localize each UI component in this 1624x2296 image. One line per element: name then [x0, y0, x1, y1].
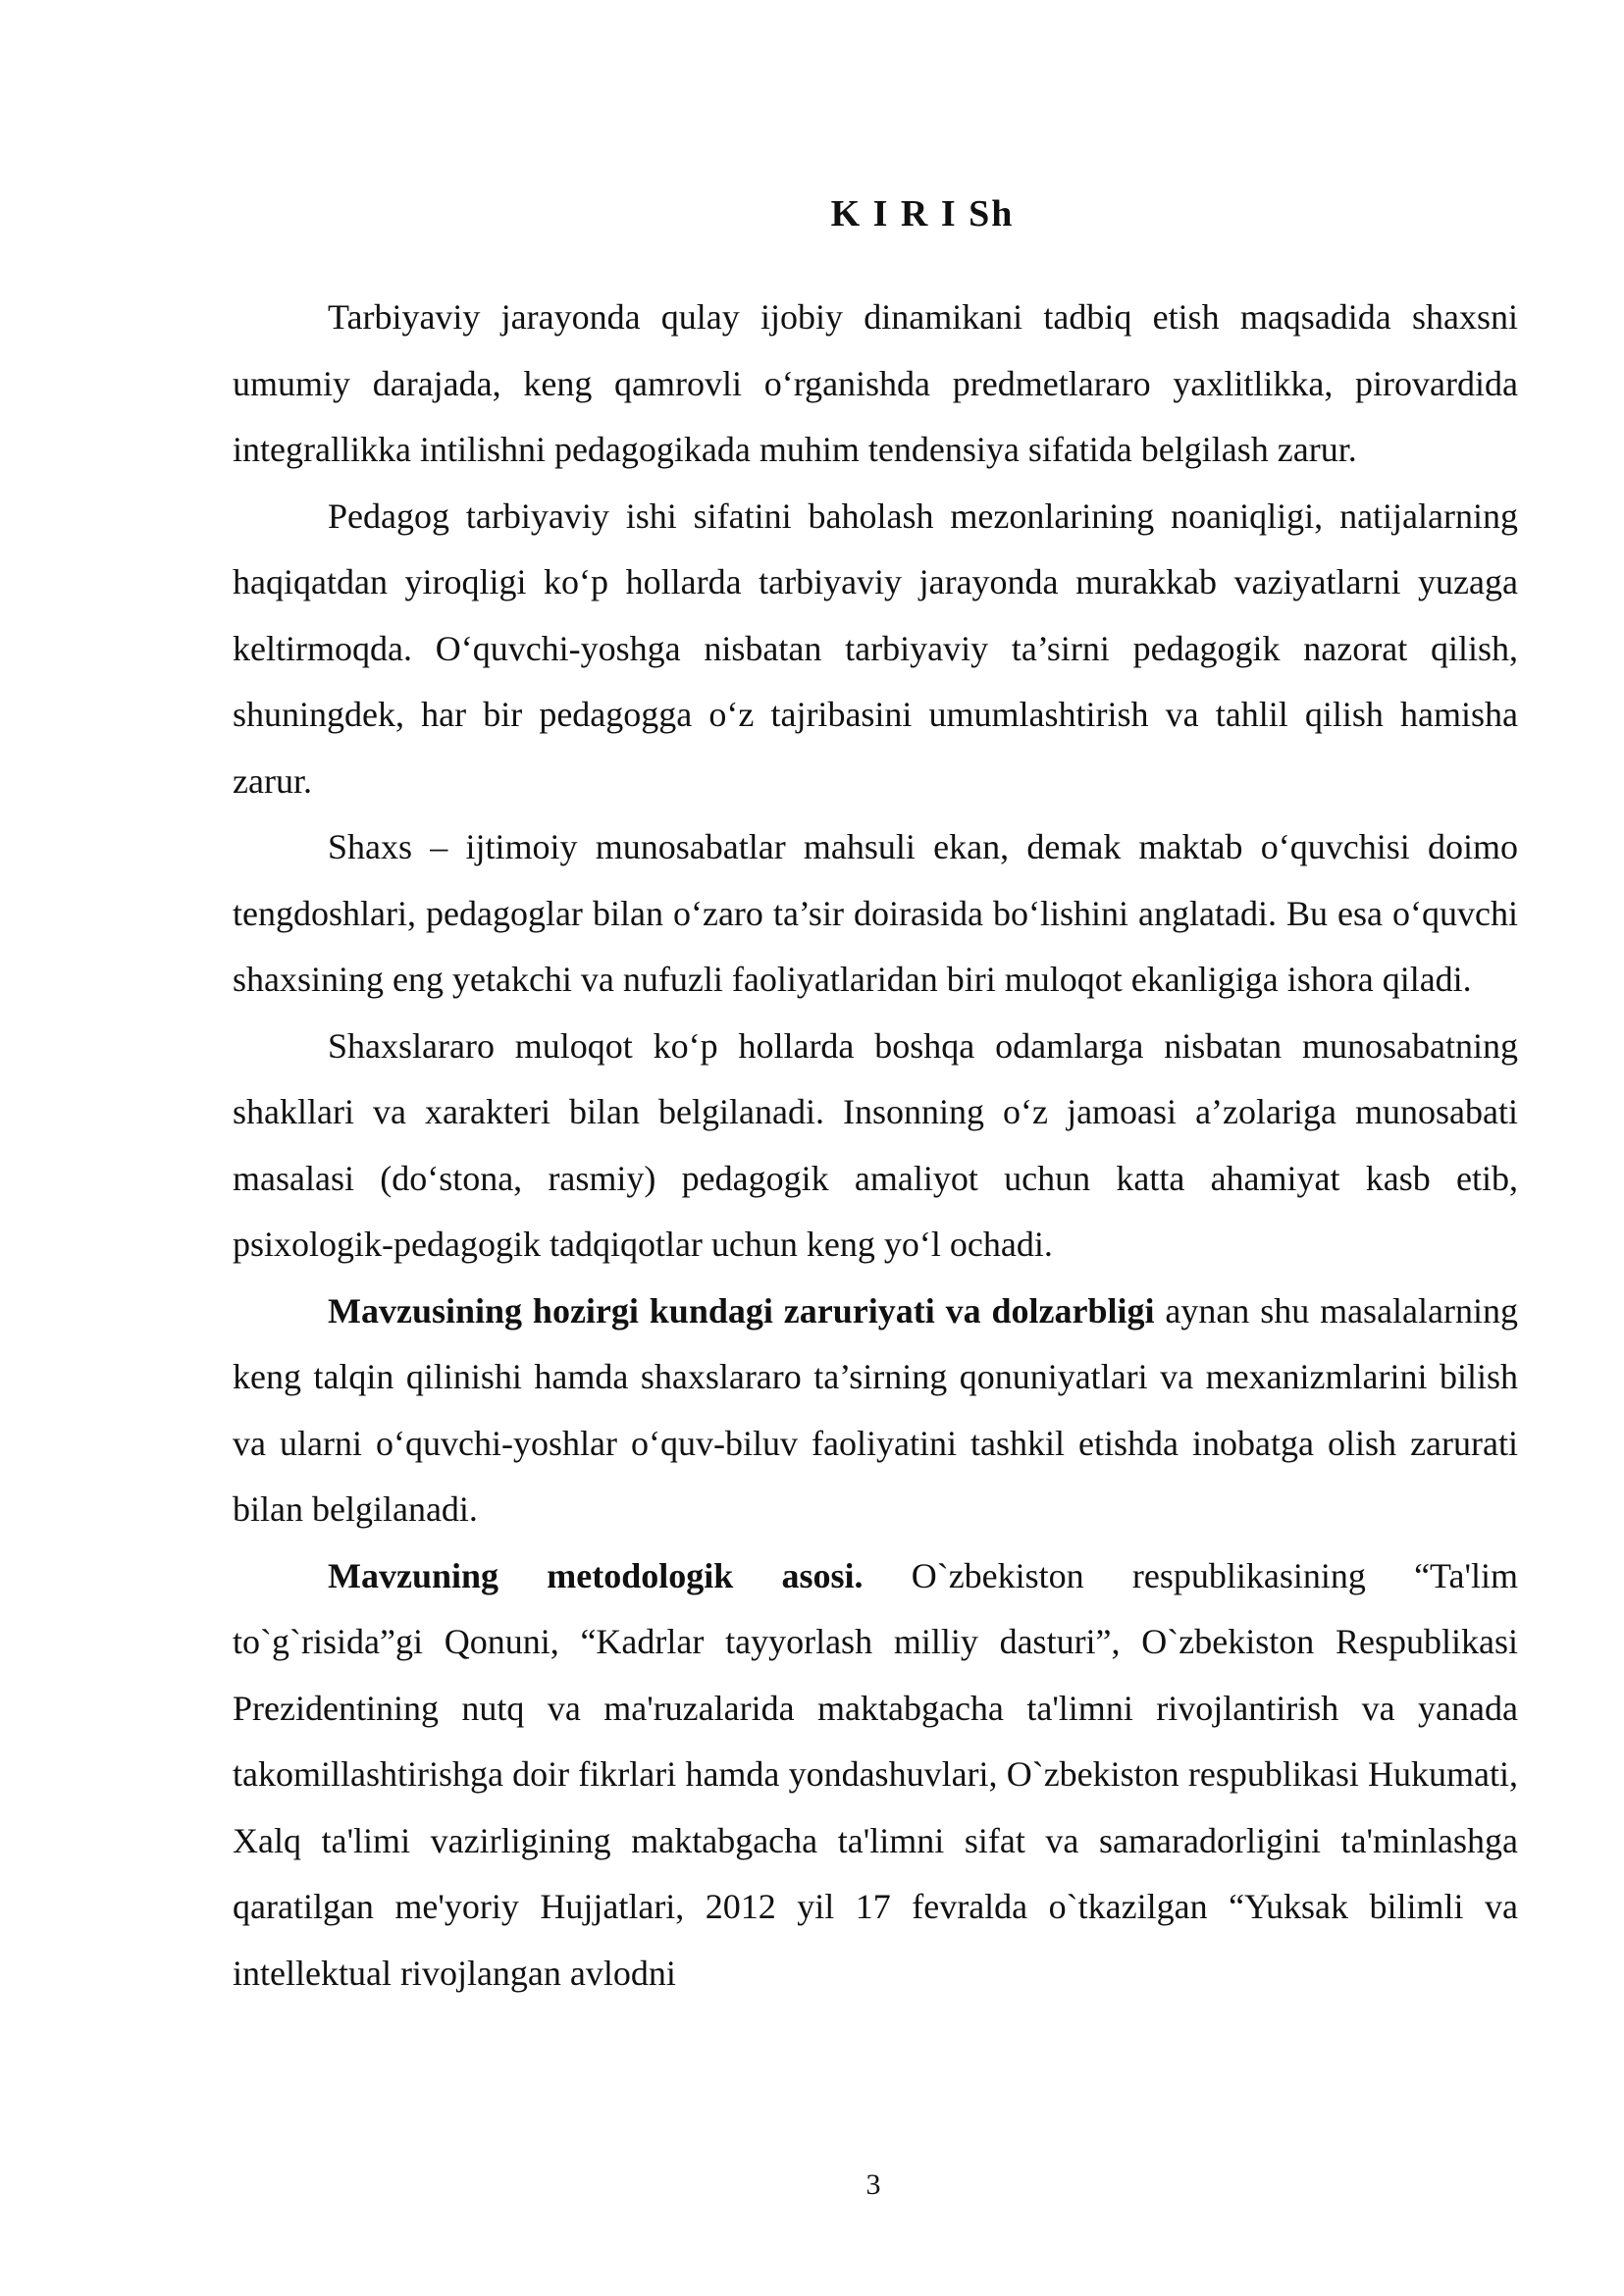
paragraph-bold-lead: Mavzuning metodologik asosi.	[328, 1555, 864, 1595]
paragraph	[233, 484, 1518, 815]
page-title: K I R I Sh	[830, 193, 1015, 235]
paragraph-text: Pedagog tarbiyaviy ishi sifatini baholash mezonlarining noaniqligi, natijalarning haqiqatdan yiroqligi ko‘p hollarda tarbiyaviy jarayonda murakkab vaziyatlarni yuzaga keltirmoqda. O‘quvchi-yoshga nisbatan tarbiyaviy ta’sirni pedagogik nazorat qilish, shuningdek, har bir pedagogga o‘z tajribasini umumlashtirish va tahlil qilish hamisha zarur.	[233, 496, 1518, 801]
paragraph-text: Tarbiyaviy jarayonda qulay ijobiy dinamikani tadbiq etish maqsadida shaxsni umumiy darajada, keng qamrovli o‘rganishda predmetlararo yaxlitlikka, pirovardida integrallikka intilishni pedagogikada muhim tendensiya sifatida belgilash zarur.	[233, 297, 1518, 469]
paragraph-text: Shaxs – ijtimoiy munosabatlar mahsuli ekan, demak maktab o‘quvchisi doimo tengdoshlari, pedagoglar bilan o‘zaro ta’sir doirasida bo‘lishini anglatadi. Bu esa o‘quvchi shaxsining eng yetakchi va nufuzli faoliyatlaridan biri muloqot ekanligiga ishora qiladi.	[233, 827, 1518, 999]
paragraph-text: aynan shu masalalarning keng talqin qilinishi hamda shaxslararo ta’sirning qonuniyatlari va mexanizmlarini bilish va ularni o‘quvchi-yoshlar o‘quv-biluv faoliyatini tashkil etishda inobatga olish zarurati bilan belgilanadi.	[233, 1290, 1518, 1529]
body-text	[233, 285, 1518, 2007]
paragraph	[233, 285, 1518, 484]
paragraph-bold-lead: Mavzusining hozirgi kundagi zaruriyati va dolzarbligi	[328, 1290, 1155, 1331]
page-number: 3	[865, 2168, 881, 2201]
paragraph	[233, 814, 1518, 1014]
paragraph	[233, 1014, 1518, 1278]
paragraph	[233, 1543, 1518, 2008]
paragraph-text: O`zbekiston respublikasining “Ta'lim to`g`risida”gi Qonuni, “Kadrlar tayyorlash milliy dasturi”, O`zbekiston Respublikasi Prezidentining nutq va ma'ruzalarida maktabgacha ta'limni rivojlantirish va yanada takomillashtirishga doir fikrlari hamda yondashuvlari, O`zbekiston respublikasi Hukumati, Xalq ta'limi vazirligining maktabgacha ta'limni sifat va samaradorligini ta'minlashga qaratilgan me'yoriy Hujjatlari, 2012 yil 17 fevralda o`tkazilgan “Yuksak bilimli va intellektual rivojlangan avlodni	[233, 1555, 1518, 1993]
paragraph	[233, 1278, 1518, 1543]
paragraph-text: Shaxslararo muloqot ko‘p hollarda boshqa odamlarga nisbatan munosabatning shakllari va xarakteri bilan belgilanadi. Insonning o‘z jamoasi a’zolariga munosabati masalasi (do‘stona, rasmiy) pedagogik amaliyot uchun katta ahamiyat kasb etib, psixologik-pedagogik tadqiqotlar uchun keng yo‘l ochadi.	[233, 1025, 1518, 1264]
